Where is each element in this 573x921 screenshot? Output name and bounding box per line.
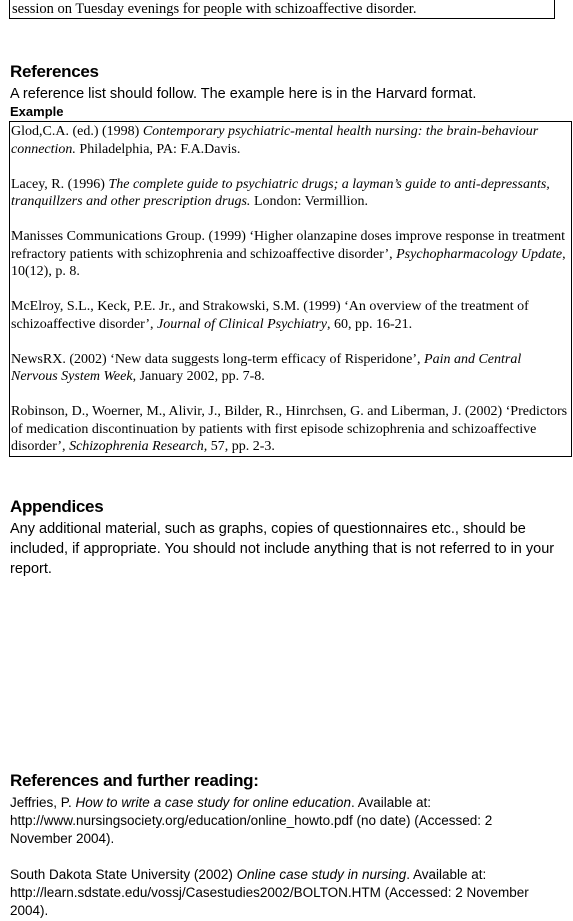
reference-entry: Robinson, D., Woerner, M., Alivir, J., Bilder, R., Hinrchsen, G. and Liberman, J. (2002) ‘Predictors of medication discontinuation by patients with first episode schizophrenia and schizoaffective disorder’, Schizophrenia Research, 57, pp. 2-3. [11,404,568,454]
appendices-heading: Appendices [10,497,104,516]
further-reading-entry: Jeffries, P. How to write a case study for online education. Available at: http://www.nursingsociety.org/education/online_howto.pdf (no date) (Accessed: 2 November 2004). [10,795,493,846]
continued-text-box [9,0,555,19]
reference-entry: Lacey, R. (1996) The complete guide to psychiatric drugs; a layman’s guide to anti-depressants, tranquillzers and other prescription drugs. London: Vermillion. [11,176,550,209]
reference-entry: Manisses Communications Group. (1999) ‘Higher olanzapine doses improve response in treatment refractory patients with schizophrenia and schizoaffective disorder’, Psychopharmacology Update, 10(12), p. 8. [11,229,566,279]
references-heading: References [10,62,99,81]
reference-entry: Glod,C.A. (ed.) (1998) Contemporary psychiatric-mental health nursing: the brain-behaviour connection. Philadelphia, PA: F.A.Davis. [11,124,539,157]
example-label: Example [10,104,64,119]
reference-entry: McElroy, S.L., Keck, P.E. Jr., and Strakowski, S.M. (1999) ‘An overview of the treatment of schizoaffective disorder’, Journal of Clinical Psychiatry, 60, pp. 16-21. [11,299,529,332]
references-intro: A reference list should follow. The example here is in the Harvard format. [10,86,477,102]
appendices-text: Any additional material, such as graphs, copies of questionnaires etc., should be included, if appropriate. You should not include anything that is not referred to in your report. [10,521,555,577]
further-reading-entry: South Dakota State University (2002) Online case study in nursing. Available at: http://learn.sdstate.edu/vossj/Casestudies2002/BOLTON.HTM (Accessed: 2 November 2004). [10,867,529,918]
reference-entry: NewsRX. (2002) ‘New data suggests long-term efficacy of Risperidone’, Pain and Central Nervous System Week, January 2002, pp. 7-8. [11,351,522,384]
further-reading-heading: References and further reading: [10,771,259,790]
continued-text: session on Tuesday evenings for people with schizoaffective disorder. [12,1,417,17]
example-reference-box [9,121,572,457]
